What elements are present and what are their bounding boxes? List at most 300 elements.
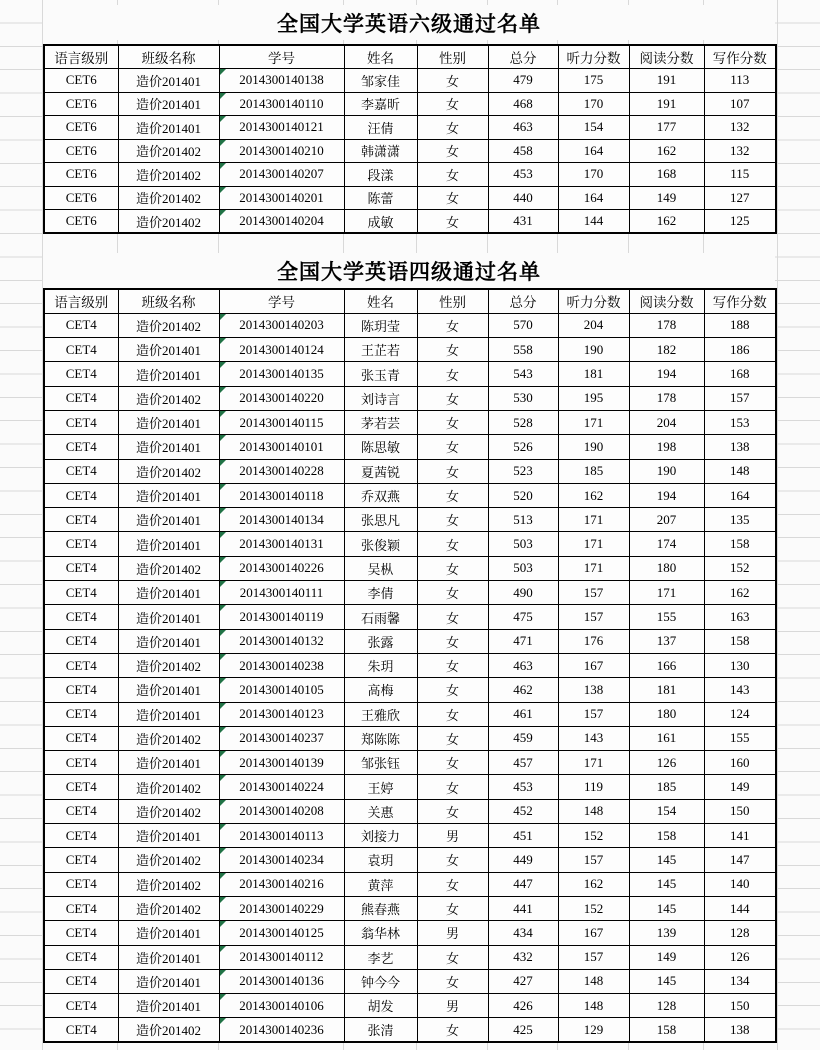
level-cell[interactable]: CET6 xyxy=(44,186,118,210)
level-cell[interactable]: CET4 xyxy=(44,945,118,969)
student-id-cell[interactable]: 2014300140124 xyxy=(219,338,344,362)
reading-score-cell[interactable]: 191 xyxy=(629,92,704,116)
listening-score-cell[interactable]: 190 xyxy=(558,338,629,362)
name-cell[interactable]: 陈玥莹 xyxy=(344,313,417,337)
name-cell[interactable]: 关惠 xyxy=(344,799,417,823)
writing-score-cell[interactable]: 164 xyxy=(704,483,776,507)
listening-score-cell[interactable]: 175 xyxy=(558,69,629,93)
name-cell[interactable]: 翁华林 xyxy=(344,921,417,945)
level-cell[interactable]: CET4 xyxy=(44,994,118,1018)
writing-score-cell[interactable]: 158 xyxy=(704,629,776,653)
gender-cell[interactable]: 女 xyxy=(417,410,488,434)
class-name-cell[interactable]: 造价201401 xyxy=(118,629,219,653)
total-score-cell[interactable]: 426 xyxy=(488,994,558,1018)
class-name-cell[interactable]: 造价201402 xyxy=(118,775,219,799)
writing-score-cell[interactable]: 124 xyxy=(704,702,776,726)
class-name-cell[interactable]: 造价201402 xyxy=(118,386,219,410)
level-cell[interactable]: CET4 xyxy=(44,483,118,507)
class-name-cell[interactable]: 造价201401 xyxy=(118,92,219,116)
reading-score-cell[interactable]: 185 xyxy=(629,775,704,799)
listening-score-cell[interactable]: 171 xyxy=(558,508,629,532)
student-id-cell[interactable]: 2014300140228 xyxy=(219,459,344,483)
reading-score-cell[interactable]: 155 xyxy=(629,605,704,629)
student-id-cell[interactable]: 2014300140234 xyxy=(219,848,344,872)
writing-score-cell[interactable]: 144 xyxy=(704,896,776,920)
reading-score-cell[interactable]: 198 xyxy=(629,435,704,459)
total-score-cell[interactable]: 513 xyxy=(488,508,558,532)
column-header[interactable]: 语言级别 xyxy=(44,289,118,313)
class-name-cell[interactable]: 造价201402 xyxy=(118,459,219,483)
listening-score-cell[interactable]: 171 xyxy=(558,410,629,434)
class-name-cell[interactable]: 造价201401 xyxy=(118,678,219,702)
name-cell[interactable]: 李嘉昕 xyxy=(344,92,417,116)
listening-score-cell[interactable]: 157 xyxy=(558,702,629,726)
listening-score-cell[interactable]: 119 xyxy=(558,775,629,799)
gender-cell[interactable]: 女 xyxy=(417,210,488,234)
class-name-cell[interactable]: 造价201402 xyxy=(118,1018,219,1042)
reading-score-cell[interactable]: 128 xyxy=(629,994,704,1018)
total-score-cell[interactable]: 475 xyxy=(488,605,558,629)
total-score-cell[interactable]: 523 xyxy=(488,459,558,483)
class-name-cell[interactable]: 造价201401 xyxy=(118,116,219,140)
student-id-cell[interactable]: 2014300140113 xyxy=(219,824,344,848)
level-cell[interactable]: CET4 xyxy=(44,508,118,532)
student-id-cell[interactable]: 2014300140210 xyxy=(219,139,344,163)
name-cell[interactable]: 张思凡 xyxy=(344,508,417,532)
writing-score-cell[interactable]: 147 xyxy=(704,848,776,872)
column-header[interactable]: 语言级别 xyxy=(44,45,118,69)
class-name-cell[interactable]: 造价201402 xyxy=(118,726,219,750)
writing-score-cell[interactable]: 132 xyxy=(704,139,776,163)
level-cell[interactable]: CET4 xyxy=(44,629,118,653)
listening-score-cell[interactable]: 162 xyxy=(558,872,629,896)
name-cell[interactable]: 乔双燕 xyxy=(344,483,417,507)
student-id-cell[interactable]: 2014300140112 xyxy=(219,945,344,969)
name-cell[interactable]: 李倩 xyxy=(344,581,417,605)
level-cell[interactable]: CET4 xyxy=(44,410,118,434)
class-name-cell[interactable]: 造价201401 xyxy=(118,751,219,775)
class-name-cell[interactable]: 造价201402 xyxy=(118,896,219,920)
level-cell[interactable]: CET4 xyxy=(44,799,118,823)
column-header[interactable]: 写作分数 xyxy=(704,45,776,69)
gender-cell[interactable]: 女 xyxy=(417,775,488,799)
level-cell[interactable]: CET4 xyxy=(44,338,118,362)
level-cell[interactable]: CET4 xyxy=(44,435,118,459)
reading-score-cell[interactable]: 174 xyxy=(629,532,704,556)
writing-score-cell[interactable]: 157 xyxy=(704,386,776,410)
name-cell[interactable]: 朱玥 xyxy=(344,653,417,677)
listening-score-cell[interactable]: 157 xyxy=(558,945,629,969)
level-cell[interactable]: CET4 xyxy=(44,969,118,993)
student-id-cell[interactable]: 2014300140207 xyxy=(219,163,344,187)
level-cell[interactable]: CET4 xyxy=(44,872,118,896)
level-cell[interactable]: CET4 xyxy=(44,751,118,775)
reading-score-cell[interactable]: 204 xyxy=(629,410,704,434)
name-cell[interactable]: 汪倩 xyxy=(344,116,417,140)
class-name-cell[interactable]: 造价201401 xyxy=(118,69,219,93)
class-name-cell[interactable]: 造价201402 xyxy=(118,210,219,234)
name-cell[interactable]: 石雨馨 xyxy=(344,605,417,629)
total-score-cell[interactable]: 459 xyxy=(488,726,558,750)
level-cell[interactable]: CET6 xyxy=(44,69,118,93)
writing-score-cell[interactable]: 152 xyxy=(704,556,776,580)
listening-score-cell[interactable]: 162 xyxy=(558,483,629,507)
listening-score-cell[interactable]: 157 xyxy=(558,848,629,872)
gender-cell[interactable]: 女 xyxy=(417,799,488,823)
writing-score-cell[interactable]: 150 xyxy=(704,994,776,1018)
class-name-cell[interactable]: 造价201401 xyxy=(118,483,219,507)
name-cell[interactable]: 张俊颖 xyxy=(344,532,417,556)
student-id-cell[interactable]: 2014300140111 xyxy=(219,581,344,605)
total-score-cell[interactable]: 441 xyxy=(488,896,558,920)
listening-score-cell[interactable]: 185 xyxy=(558,459,629,483)
column-header[interactable]: 性别 xyxy=(417,289,488,313)
total-score-cell[interactable]: 453 xyxy=(488,163,558,187)
total-score-cell[interactable]: 427 xyxy=(488,969,558,993)
writing-score-cell[interactable]: 148 xyxy=(704,459,776,483)
total-score-cell[interactable]: 461 xyxy=(488,702,558,726)
name-cell[interactable]: 韩潇潇 xyxy=(344,139,417,163)
listening-score-cell[interactable]: 181 xyxy=(558,362,629,386)
reading-score-cell[interactable]: 166 xyxy=(629,653,704,677)
student-id-cell[interactable]: 2014300140110 xyxy=(219,92,344,116)
name-cell[interactable]: 陈思敏 xyxy=(344,435,417,459)
listening-score-cell[interactable]: 171 xyxy=(558,751,629,775)
total-score-cell[interactable]: 528 xyxy=(488,410,558,434)
reading-score-cell[interactable]: 149 xyxy=(629,186,704,210)
listening-score-cell[interactable]: 176 xyxy=(558,629,629,653)
reading-score-cell[interactable]: 180 xyxy=(629,702,704,726)
listening-score-cell[interactable]: 157 xyxy=(558,605,629,629)
gender-cell[interactable]: 女 xyxy=(417,92,488,116)
student-id-cell[interactable]: 2014300140226 xyxy=(219,556,344,580)
name-cell[interactable]: 郑陈陈 xyxy=(344,726,417,750)
level-cell[interactable]: CET4 xyxy=(44,581,118,605)
level-cell[interactable]: CET4 xyxy=(44,921,118,945)
name-cell[interactable]: 陈蕾 xyxy=(344,186,417,210)
total-score-cell[interactable]: 453 xyxy=(488,775,558,799)
level-cell[interactable]: CET4 xyxy=(44,459,118,483)
name-cell[interactable]: 黄萍 xyxy=(344,872,417,896)
student-id-cell[interactable]: 2014300140115 xyxy=(219,410,344,434)
level-cell[interactable]: CET4 xyxy=(44,896,118,920)
student-id-cell[interactable]: 2014300140125 xyxy=(219,921,344,945)
name-cell[interactable]: 成敏 xyxy=(344,210,417,234)
reading-score-cell[interactable]: 149 xyxy=(629,945,704,969)
reading-score-cell[interactable]: 194 xyxy=(629,483,704,507)
total-score-cell[interactable]: 432 xyxy=(488,945,558,969)
writing-score-cell[interactable]: 135 xyxy=(704,508,776,532)
reading-score-cell[interactable]: 161 xyxy=(629,726,704,750)
gender-cell[interactable]: 女 xyxy=(417,139,488,163)
listening-score-cell[interactable]: 167 xyxy=(558,921,629,945)
level-cell[interactable]: CET6 xyxy=(44,210,118,234)
student-id-cell[interactable]: 2014300140119 xyxy=(219,605,344,629)
name-cell[interactable]: 邹家佳 xyxy=(344,69,417,93)
gender-cell[interactable]: 男 xyxy=(417,824,488,848)
column-header[interactable]: 写作分数 xyxy=(704,289,776,313)
reading-score-cell[interactable]: 207 xyxy=(629,508,704,532)
writing-score-cell[interactable]: 168 xyxy=(704,362,776,386)
class-name-cell[interactable]: 造价201401 xyxy=(118,969,219,993)
listening-score-cell[interactable]: 148 xyxy=(558,969,629,993)
total-score-cell[interactable]: 449 xyxy=(488,848,558,872)
student-id-cell[interactable]: 2014300140121 xyxy=(219,116,344,140)
writing-score-cell[interactable]: 149 xyxy=(704,775,776,799)
level-cell[interactable]: CET4 xyxy=(44,775,118,799)
writing-score-cell[interactable]: 115 xyxy=(704,163,776,187)
student-id-cell[interactable]: 2014300140236 xyxy=(219,1018,344,1042)
writing-score-cell[interactable]: 163 xyxy=(704,605,776,629)
name-cell[interactable]: 张清 xyxy=(344,1018,417,1042)
cet6-table-title[interactable]: 全国大学英语六级通过名单 xyxy=(43,5,775,40)
column-header[interactable]: 听力分数 xyxy=(558,45,629,69)
gender-cell[interactable]: 女 xyxy=(417,726,488,750)
reading-score-cell[interactable]: 145 xyxy=(629,969,704,993)
gender-cell[interactable]: 女 xyxy=(417,605,488,629)
name-cell[interactable]: 高梅 xyxy=(344,678,417,702)
total-score-cell[interactable]: 457 xyxy=(488,751,558,775)
reading-score-cell[interactable]: 158 xyxy=(629,824,704,848)
gender-cell[interactable]: 女 xyxy=(417,969,488,993)
listening-score-cell[interactable]: 152 xyxy=(558,824,629,848)
total-score-cell[interactable]: 425 xyxy=(488,1018,558,1042)
writing-score-cell[interactable]: 162 xyxy=(704,581,776,605)
total-score-cell[interactable]: 451 xyxy=(488,824,558,848)
writing-score-cell[interactable]: 130 xyxy=(704,653,776,677)
level-cell[interactable]: CET4 xyxy=(44,653,118,677)
student-id-cell[interactable]: 2014300140220 xyxy=(219,386,344,410)
total-score-cell[interactable]: 458 xyxy=(488,139,558,163)
level-cell[interactable]: CET4 xyxy=(44,313,118,337)
reading-score-cell[interactable]: 139 xyxy=(629,921,704,945)
student-id-cell[interactable]: 2014300140105 xyxy=(219,678,344,702)
listening-score-cell[interactable]: 167 xyxy=(558,653,629,677)
class-name-cell[interactable]: 造价201402 xyxy=(118,848,219,872)
writing-score-cell[interactable]: 138 xyxy=(704,1018,776,1042)
column-header[interactable]: 学号 xyxy=(219,45,344,69)
level-cell[interactable]: CET4 xyxy=(44,702,118,726)
student-id-cell[interactable]: 2014300140135 xyxy=(219,362,344,386)
gender-cell[interactable]: 女 xyxy=(417,459,488,483)
student-id-cell[interactable]: 2014300140138 xyxy=(219,69,344,93)
class-name-cell[interactable]: 造价201401 xyxy=(118,508,219,532)
column-header[interactable]: 阅读分数 xyxy=(629,45,704,69)
listening-score-cell[interactable]: 144 xyxy=(558,210,629,234)
writing-score-cell[interactable]: 188 xyxy=(704,313,776,337)
total-score-cell[interactable]: 447 xyxy=(488,872,558,896)
level-cell[interactable]: CET4 xyxy=(44,726,118,750)
gender-cell[interactable]: 女 xyxy=(417,338,488,362)
gender-cell[interactable]: 女 xyxy=(417,386,488,410)
total-score-cell[interactable]: 431 xyxy=(488,210,558,234)
class-name-cell[interactable]: 造价201401 xyxy=(118,532,219,556)
class-name-cell[interactable]: 造价201401 xyxy=(118,605,219,629)
total-score-cell[interactable]: 558 xyxy=(488,338,558,362)
name-cell[interactable]: 王芷若 xyxy=(344,338,417,362)
reading-score-cell[interactable]: 145 xyxy=(629,848,704,872)
level-cell[interactable]: CET4 xyxy=(44,848,118,872)
total-score-cell[interactable]: 463 xyxy=(488,116,558,140)
student-id-cell[interactable]: 2014300140134 xyxy=(219,508,344,532)
reading-score-cell[interactable]: 162 xyxy=(629,210,704,234)
name-cell[interactable]: 王雅欣 xyxy=(344,702,417,726)
reading-score-cell[interactable]: 126 xyxy=(629,751,704,775)
class-name-cell[interactable]: 造价201401 xyxy=(118,410,219,434)
writing-score-cell[interactable]: 141 xyxy=(704,824,776,848)
total-score-cell[interactable]: 570 xyxy=(488,313,558,337)
column-header[interactable]: 姓名 xyxy=(344,289,417,313)
gender-cell[interactable]: 女 xyxy=(417,872,488,896)
gender-cell[interactable]: 女 xyxy=(417,508,488,532)
total-score-cell[interactable]: 440 xyxy=(488,186,558,210)
gender-cell[interactable]: 女 xyxy=(417,751,488,775)
gender-cell[interactable]: 女 xyxy=(417,532,488,556)
listening-score-cell[interactable]: 138 xyxy=(558,678,629,702)
class-name-cell[interactable]: 造价201401 xyxy=(118,581,219,605)
reading-score-cell[interactable]: 177 xyxy=(629,116,704,140)
gender-cell[interactable]: 女 xyxy=(417,945,488,969)
column-header[interactable]: 学号 xyxy=(219,289,344,313)
writing-score-cell[interactable]: 134 xyxy=(704,969,776,993)
writing-score-cell[interactable]: 107 xyxy=(704,92,776,116)
writing-score-cell[interactable]: 113 xyxy=(704,69,776,93)
column-header[interactable]: 性别 xyxy=(417,45,488,69)
total-score-cell[interactable]: 503 xyxy=(488,556,558,580)
reading-score-cell[interactable]: 182 xyxy=(629,338,704,362)
level-cell[interactable]: CET4 xyxy=(44,824,118,848)
class-name-cell[interactable]: 造价201401 xyxy=(118,921,219,945)
total-score-cell[interactable]: 462 xyxy=(488,678,558,702)
gender-cell[interactable]: 女 xyxy=(417,653,488,677)
total-score-cell[interactable]: 543 xyxy=(488,362,558,386)
gender-cell[interactable]: 女 xyxy=(417,116,488,140)
listening-score-cell[interactable]: 143 xyxy=(558,726,629,750)
listening-score-cell[interactable]: 190 xyxy=(558,435,629,459)
column-header[interactable]: 班级名称 xyxy=(118,289,219,313)
student-id-cell[interactable]: 2014300140136 xyxy=(219,969,344,993)
writing-score-cell[interactable]: 155 xyxy=(704,726,776,750)
total-score-cell[interactable]: 452 xyxy=(488,799,558,823)
total-score-cell[interactable]: 490 xyxy=(488,581,558,605)
reading-score-cell[interactable]: 145 xyxy=(629,872,704,896)
reading-score-cell[interactable]: 137 xyxy=(629,629,704,653)
listening-score-cell[interactable]: 204 xyxy=(558,313,629,337)
name-cell[interactable]: 吴枞 xyxy=(344,556,417,580)
gender-cell[interactable]: 女 xyxy=(417,435,488,459)
gender-cell[interactable]: 女 xyxy=(417,1018,488,1042)
total-score-cell[interactable]: 526 xyxy=(488,435,558,459)
listening-score-cell[interactable]: 170 xyxy=(558,92,629,116)
name-cell[interactable]: 熊春燕 xyxy=(344,896,417,920)
listening-score-cell[interactable]: 152 xyxy=(558,896,629,920)
gender-cell[interactable]: 女 xyxy=(417,848,488,872)
gender-cell[interactable]: 女 xyxy=(417,483,488,507)
total-score-cell[interactable]: 520 xyxy=(488,483,558,507)
column-header[interactable]: 总分 xyxy=(488,45,558,69)
class-name-cell[interactable]: 造价201402 xyxy=(118,313,219,337)
gender-cell[interactable]: 女 xyxy=(417,69,488,93)
column-header[interactable]: 阅读分数 xyxy=(629,289,704,313)
class-name-cell[interactable]: 造价201402 xyxy=(118,186,219,210)
reading-score-cell[interactable]: 191 xyxy=(629,69,704,93)
student-id-cell[interactable]: 2014300140131 xyxy=(219,532,344,556)
writing-score-cell[interactable]: 160 xyxy=(704,751,776,775)
gender-cell[interactable]: 女 xyxy=(417,313,488,337)
reading-score-cell[interactable]: 181 xyxy=(629,678,704,702)
listening-score-cell[interactable]: 164 xyxy=(558,139,629,163)
class-name-cell[interactable]: 造价201402 xyxy=(118,653,219,677)
gender-cell[interactable]: 女 xyxy=(417,163,488,187)
listening-score-cell[interactable]: 171 xyxy=(558,556,629,580)
column-header[interactable]: 总分 xyxy=(488,289,558,313)
student-id-cell[interactable]: 2014300140238 xyxy=(219,653,344,677)
name-cell[interactable]: 茅若芸 xyxy=(344,410,417,434)
class-name-cell[interactable]: 造价201402 xyxy=(118,163,219,187)
gender-cell[interactable]: 女 xyxy=(417,556,488,580)
class-name-cell[interactable]: 造价201401 xyxy=(118,994,219,1018)
writing-score-cell[interactable]: 186 xyxy=(704,338,776,362)
student-id-cell[interactable]: 2014300140139 xyxy=(219,751,344,775)
name-cell[interactable]: 段漾 xyxy=(344,163,417,187)
total-score-cell[interactable]: 468 xyxy=(488,92,558,116)
class-name-cell[interactable]: 造价201401 xyxy=(118,362,219,386)
writing-score-cell[interactable]: 153 xyxy=(704,410,776,434)
gender-cell[interactable]: 女 xyxy=(417,702,488,726)
name-cell[interactable]: 张玉青 xyxy=(344,362,417,386)
name-cell[interactable]: 夏茜锐 xyxy=(344,459,417,483)
student-id-cell[interactable]: 2014300140101 xyxy=(219,435,344,459)
gender-cell[interactable]: 男 xyxy=(417,921,488,945)
student-id-cell[interactable]: 2014300140123 xyxy=(219,702,344,726)
writing-score-cell[interactable]: 138 xyxy=(704,435,776,459)
reading-score-cell[interactable]: 178 xyxy=(629,386,704,410)
writing-score-cell[interactable]: 132 xyxy=(704,116,776,140)
reading-score-cell[interactable]: 162 xyxy=(629,139,704,163)
student-id-cell[interactable]: 2014300140201 xyxy=(219,186,344,210)
reading-score-cell[interactable]: 168 xyxy=(629,163,704,187)
listening-score-cell[interactable]: 148 xyxy=(558,994,629,1018)
level-cell[interactable]: CET4 xyxy=(44,556,118,580)
level-cell[interactable]: CET4 xyxy=(44,605,118,629)
class-name-cell[interactable]: 造价201401 xyxy=(118,702,219,726)
listening-score-cell[interactable]: 170 xyxy=(558,163,629,187)
class-name-cell[interactable]: 造价201401 xyxy=(118,338,219,362)
listening-score-cell[interactable]: 195 xyxy=(558,386,629,410)
student-id-cell[interactable]: 2014300140208 xyxy=(219,799,344,823)
gender-cell[interactable]: 女 xyxy=(417,581,488,605)
reading-score-cell[interactable]: 178 xyxy=(629,313,704,337)
reading-score-cell[interactable]: 194 xyxy=(629,362,704,386)
reading-score-cell[interactable]: 145 xyxy=(629,896,704,920)
name-cell[interactable]: 邹张钰 xyxy=(344,751,417,775)
class-name-cell[interactable]: 造价201402 xyxy=(118,139,219,163)
level-cell[interactable]: CET6 xyxy=(44,92,118,116)
level-cell[interactable]: CET6 xyxy=(44,139,118,163)
name-cell[interactable]: 钟今今 xyxy=(344,969,417,993)
listening-score-cell[interactable]: 157 xyxy=(558,581,629,605)
writing-score-cell[interactable]: 125 xyxy=(704,210,776,234)
gender-cell[interactable]: 女 xyxy=(417,362,488,386)
level-cell[interactable]: CET6 xyxy=(44,163,118,187)
total-score-cell[interactable]: 434 xyxy=(488,921,558,945)
level-cell[interactable]: CET4 xyxy=(44,386,118,410)
name-cell[interactable]: 袁玥 xyxy=(344,848,417,872)
level-cell[interactable]: CET4 xyxy=(44,362,118,386)
writing-score-cell[interactable]: 128 xyxy=(704,921,776,945)
gender-cell[interactable]: 女 xyxy=(417,678,488,702)
column-header[interactable]: 班级名称 xyxy=(118,45,219,69)
